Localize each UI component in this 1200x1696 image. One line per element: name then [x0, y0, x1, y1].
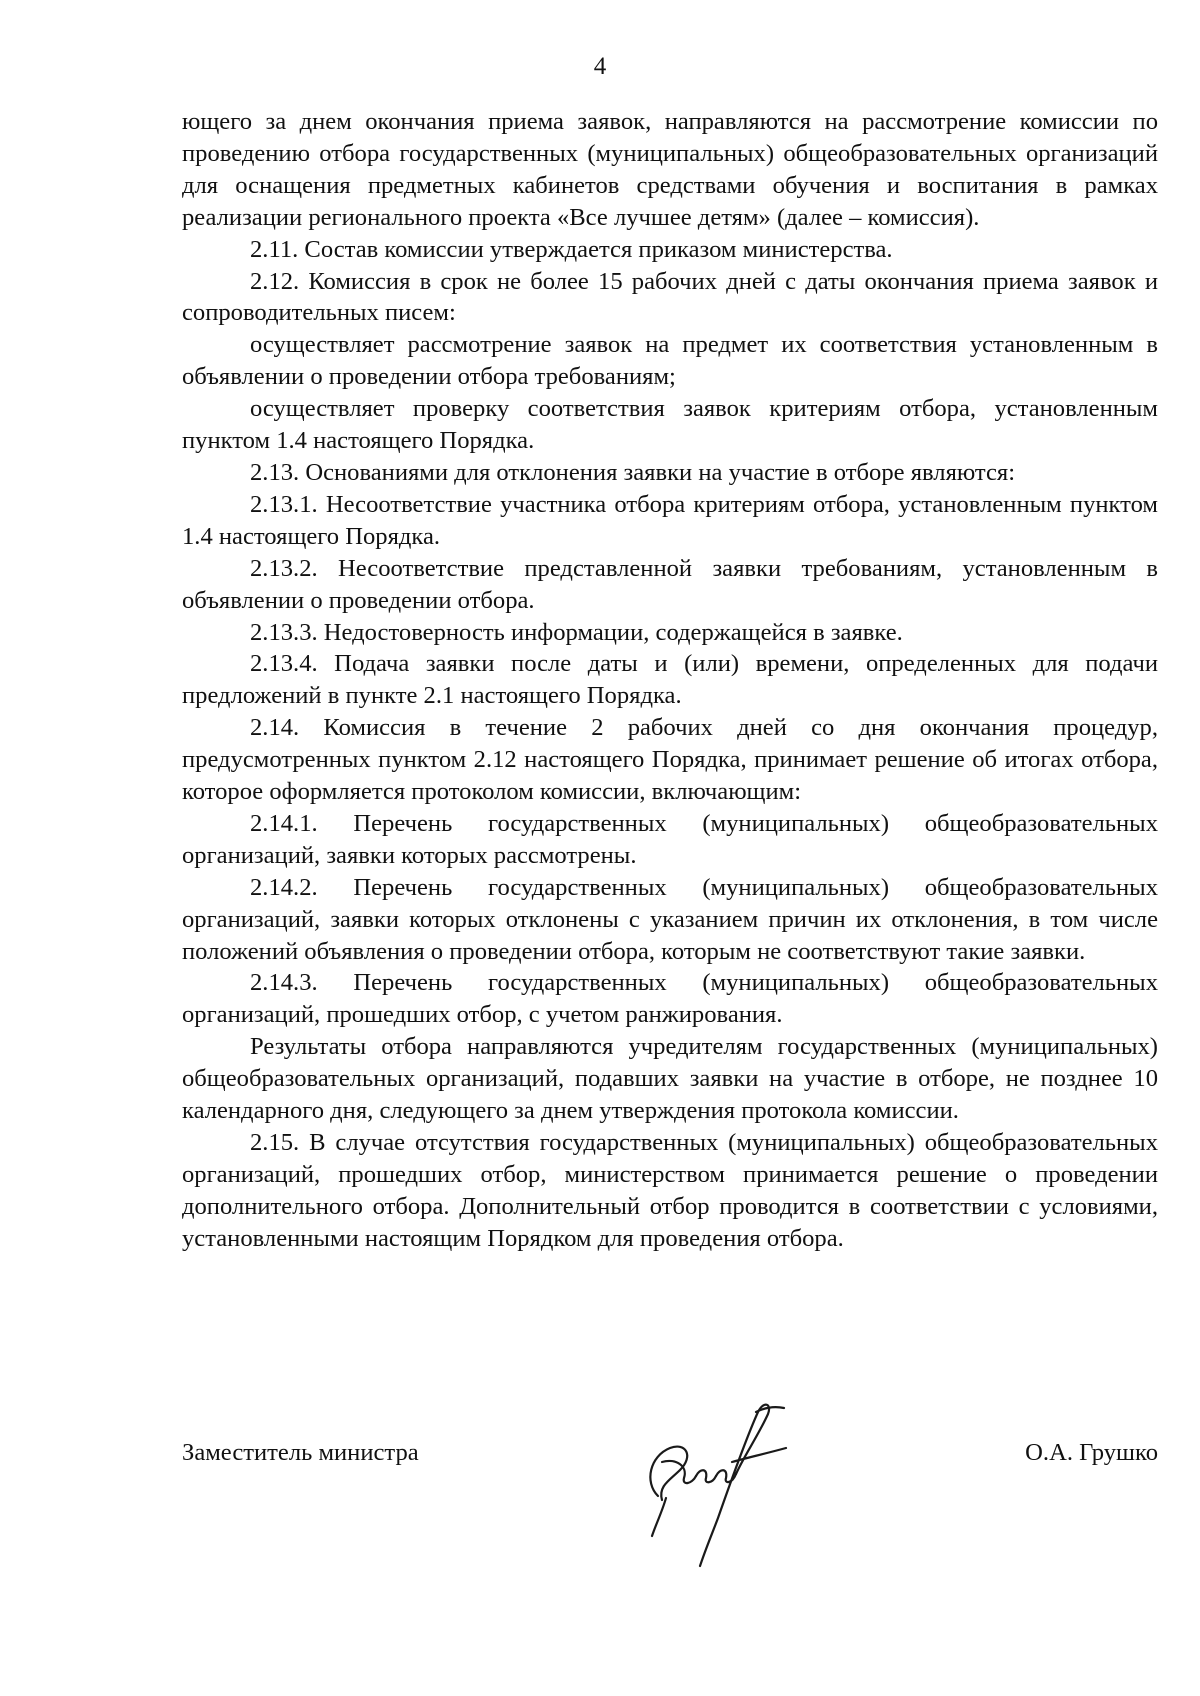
paragraph-results: Результаты отбора направляются учредителям государственных (муниципальных) общеобразовательных организаций, подавших заявки на участие в отборе, не позднее 10 календарного дня, следующего за днем утверждения протокола комиссии.	[182, 1033, 1158, 1125]
paragraph-2-13-4: 2.13.4. Подача заявки после даты и (или) времени, определенных для подачи предложений в пункте 2.1 настоящего Порядка.	[182, 650, 1158, 710]
paragraph-2-13-2: 2.13.2. Несоответствие представленной заявки требованиям, установленным в объявлении о проведении отбора.	[182, 554, 1158, 614]
paragraph-continuation: ющего за днем окончания приема заявок, направляются на рассмотрение комиссии по проведению отбора государственных (муниципальных) общеобразовательных организаций для оснащения предметных кабинетов средствами обучения и воспитания в рамках реализации регионального проекта «Все лучшее детям» (далее – комиссия).	[182, 108, 1158, 231]
paragraph-2-13-1: 2.13.1. Несоответствие участника отбора критериям отбора, установленным пунктом 1.4 настоящего Порядка.	[182, 490, 1158, 550]
signatory-name: О.А. Грушко	[1025, 1439, 1158, 1466]
paragraph-2-12: 2.12. Комиссия в срок не более 15 рабочих дней с даты окончания приема заявок и сопроводительных писем:	[182, 267, 1158, 327]
page-number: 4	[593, 53, 607, 80]
paragraph-2-15: 2.15. В случае отсутствия государственных (муниципальных) общеобразовательных организаций, прошедших отбор, министерством принимается решение о проведении дополнительного отбора. Дополнительный отбор проводится в соответствии с условиями, установленными настоящим Порядком для проведения отбора.	[182, 1129, 1158, 1252]
paragraph-2-13-3: 2.13.3. Недостоверность информации, содержащейся в заявке.	[250, 618, 903, 646]
paragraph-2-13: 2.13. Основаниями для отклонения заявки на участие в отборе являются:	[250, 458, 1016, 486]
paragraph-2-12-item-2: осуществляет проверку соответствия заявок критериям отбора, установленным пунктом 1.4 настоящего Порядка.	[182, 395, 1158, 455]
paragraph-2-14-2: 2.14.2. Перечень государственных (муниципальных) общеобразовательных организаций, заявки которых отклонены с указанием причин их отклонения, в том числе положений объявления о проведении отбора, которым не соответствуют такие заявки.	[182, 873, 1158, 965]
paragraph-2-12-item-1: осуществляет рассмотрение заявок на предмет их соответствия установленным в объявлении о проведении отбора требованиям;	[182, 331, 1158, 391]
paragraph-2-14: 2.14. Комиссия в течение 2 рабочих дней со дня окончания процедур, предусмотренных пунктом 2.12 настоящего Порядка, принимает решение об итогах отбора, которое оформляется протоколом комиссии, включающим:	[182, 714, 1158, 806]
signatory-position: Заместитель министра	[182, 1439, 419, 1466]
document-body	[182, 106, 1158, 1255]
paragraph-2-11: 2.11. Состав комиссии утверждается приказом министерства.	[250, 235, 893, 263]
handwritten-signature	[636, 1378, 806, 1578]
paragraph-2-14-1: 2.14.1. Перечень государственных (муниципальных) общеобразовательных организаций, заявки которых рассмотрены.	[182, 809, 1158, 869]
paragraph-2-14-3: 2.14.3. Перечень государственных (муниципальных) общеобразовательных организаций, прошедших отбор, с учетом ранжирования.	[182, 969, 1158, 1029]
